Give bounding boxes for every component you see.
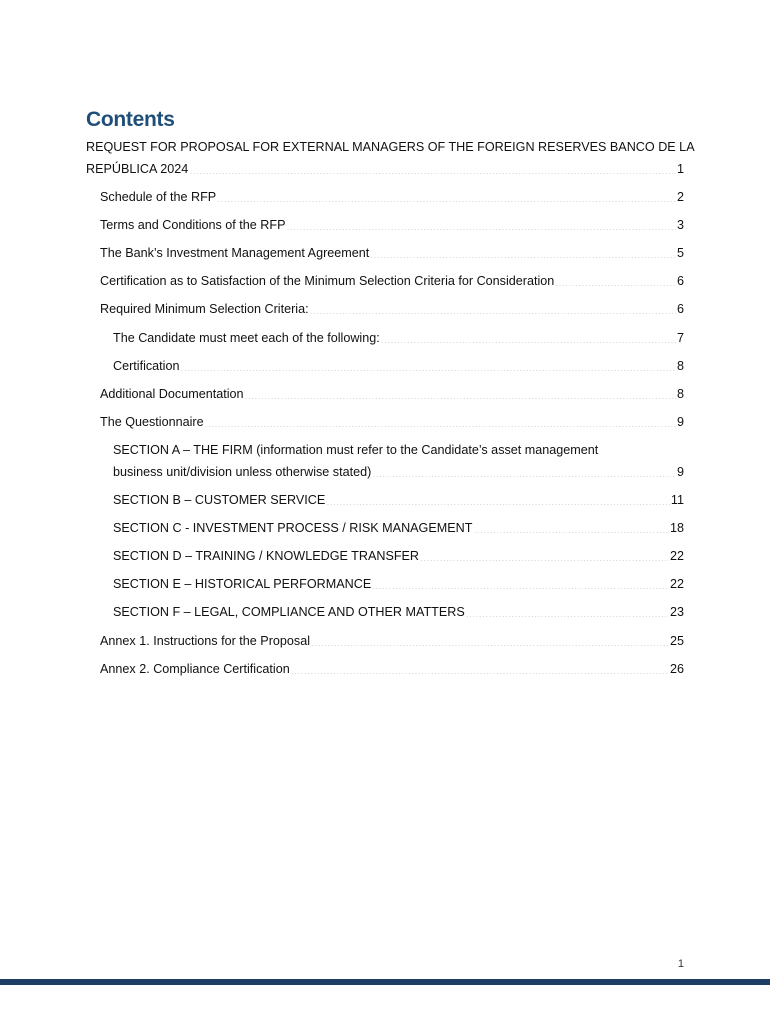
- toc-entry[interactable]: [86, 517, 684, 539]
- toc-entry[interactable]: [86, 136, 695, 180]
- toc-entry[interactable]: [86, 327, 684, 349]
- toc-entry-title-line: SECTION A – THE FIRM (information must refer to the Candidate’s asset management: [113, 442, 599, 457]
- toc-page-number: 2: [676, 190, 684, 205]
- toc-entry[interactable]: [86, 411, 684, 433]
- toc-entry[interactable]: [86, 601, 684, 623]
- toc-entry[interactable]: [86, 545, 684, 567]
- toc-entry[interactable]: [86, 270, 684, 292]
- toc-entry-title: SECTION C - INVESTMENT PROCESS / RISK MANAGEMENT: [113, 521, 473, 536]
- toc-leader-dots: [555, 272, 676, 286]
- toc-page-number: 11: [670, 493, 684, 508]
- toc-page-number: 7: [676, 330, 684, 345]
- toc-page-number: 3: [676, 218, 684, 233]
- toc-entry-title: Certification as to Satisfaction of the Minimum Selection Criteria for Consideration: [100, 274, 555, 289]
- toc-page-number: 9: [676, 464, 684, 479]
- toc-page-number: 1: [676, 162, 684, 176]
- toc-leader-dots: [205, 413, 676, 427]
- toc-page-number: 9: [676, 414, 684, 429]
- toc-entry-title: Terms and Conditions of the RFP: [100, 218, 286, 233]
- toc-entry-title: The Bank’s Investment Management Agreement: [100, 246, 370, 261]
- toc-leader-dots: [181, 357, 676, 371]
- toc-entry-title: SECTION B – CUSTOMER SERVICE: [113, 493, 326, 508]
- toc-entry[interactable]: [86, 355, 684, 377]
- toc-entry[interactable]: [86, 439, 684, 483]
- toc-page-number: 6: [676, 302, 684, 317]
- toc-page-number: 18: [669, 521, 684, 536]
- toc-entry-title: business unit/division unless otherwise stated): [113, 464, 372, 479]
- toc-page-number: 25: [669, 633, 684, 648]
- toc-leader-dots: [372, 575, 669, 589]
- toc-entry-title: SECTION D – TRAINING / KNOWLEDGE TRANSFER: [113, 549, 420, 564]
- toc-entry[interactable]: [86, 489, 684, 511]
- toc-leader-dots: [287, 216, 676, 230]
- toc-leader-dots: [372, 463, 676, 477]
- toc-leader-dots: [291, 660, 669, 674]
- toc-leader-dots: [370, 244, 676, 258]
- toc-leader-dots: [310, 300, 676, 314]
- toc-entry[interactable]: [86, 658, 684, 680]
- toc-entry[interactable]: [86, 298, 684, 320]
- toc-leader-dots: [466, 603, 669, 617]
- toc-entry[interactable]: [86, 573, 684, 595]
- toc-leader-dots: [217, 188, 676, 202]
- toc-page-number: 22: [669, 549, 684, 564]
- toc-entry[interactable]: [86, 383, 684, 405]
- toc-entry-title: SECTION F – LEGAL, COMPLIANCE AND OTHER MATTERS: [113, 605, 465, 620]
- toc-page-number: 23: [669, 605, 684, 620]
- toc-leader-dots: [326, 491, 670, 505]
- toc-entry-title-line: REQUEST FOR PROPOSAL FOR EXTERNAL MANAGERS OF THE FOREIGN RESERVES BANCO DE LA: [86, 140, 695, 154]
- toc-page-number: 22: [669, 577, 684, 592]
- toc-leader-dots: [420, 547, 669, 561]
- toc-entry-title: Additional Documentation: [100, 386, 244, 401]
- toc-entry[interactable]: [86, 214, 684, 236]
- toc-entry-title: Annex 1. Instructions for the Proposal: [100, 633, 311, 648]
- page-title: Contents: [86, 108, 175, 131]
- toc-entry-title: Annex 2. Compliance Certification: [100, 661, 290, 676]
- toc-leader-dots: [473, 519, 669, 533]
- toc-entry[interactable]: [86, 186, 684, 208]
- page-number: 1: [677, 958, 684, 970]
- toc-entry-title: The Candidate must meet each of the following:: [113, 330, 380, 345]
- toc-entry-title: Schedule of the RFP: [100, 190, 217, 205]
- toc-leader-dots: [381, 329, 676, 343]
- toc-entry-title: REPÚBLICA 2024: [86, 162, 189, 176]
- footer-bar: [0, 979, 770, 985]
- toc-page-number: 8: [676, 358, 684, 373]
- table-of-contents: [86, 136, 695, 680]
- toc-entry-title: Certification: [113, 358, 180, 373]
- toc-entry[interactable]: [86, 630, 684, 652]
- toc-entry-title: The Questionnaire: [100, 414, 204, 429]
- toc-page-number: 8: [676, 386, 684, 401]
- toc-page-number: 6: [676, 274, 684, 289]
- toc-leader-dots: [245, 385, 676, 399]
- toc-leader-dots: [311, 632, 669, 646]
- toc-entry-title: SECTION E – HISTORICAL PERFORMANCE: [113, 577, 372, 592]
- toc-entry-title: Required Minimum Selection Criteria:: [100, 302, 309, 317]
- toc-leader-dots: [189, 160, 676, 174]
- toc-page-number: 26: [669, 661, 684, 676]
- toc-page-number: 5: [676, 246, 684, 261]
- toc-entry[interactable]: [86, 242, 684, 264]
